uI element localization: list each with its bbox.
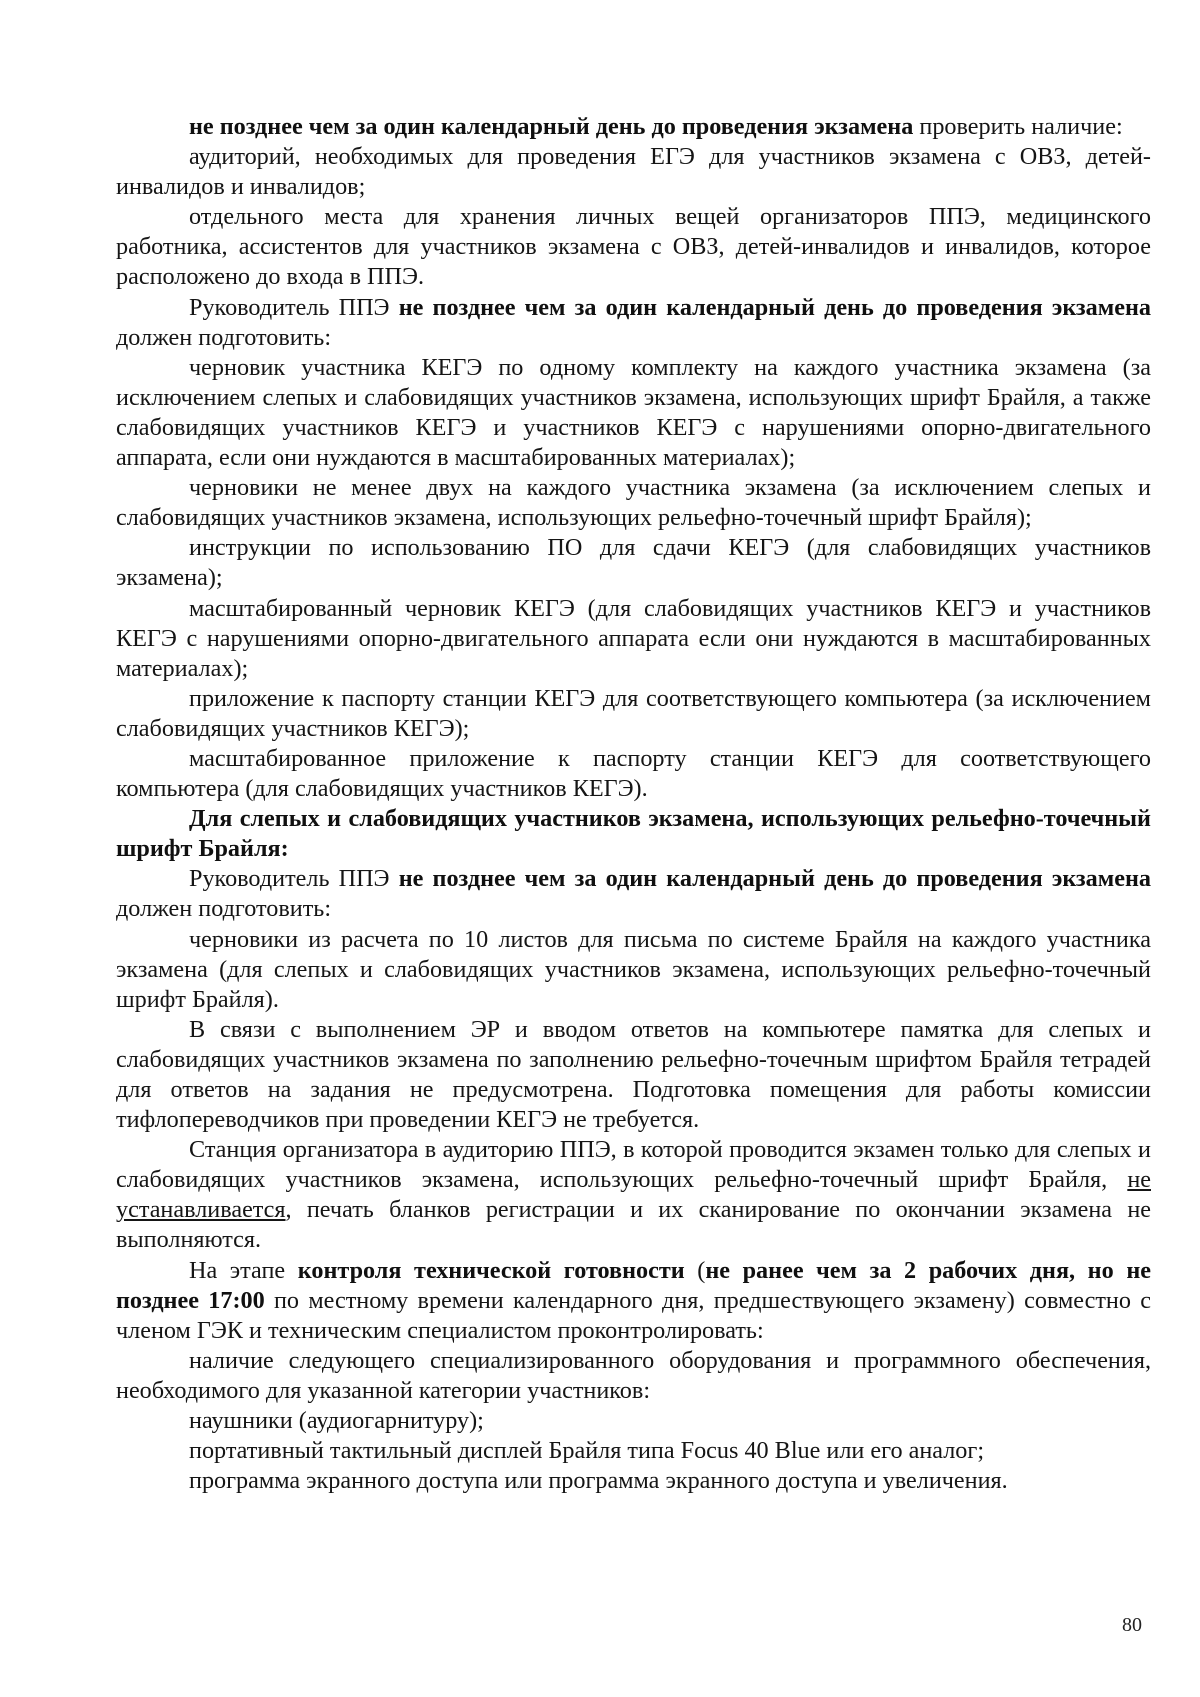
paragraph bbox=[116, 142, 1151, 202]
text-run: портативный тактильный дисплей Брайля типа Focus 40 Blue или его аналог; bbox=[189, 1437, 985, 1465]
bold-text: не позднее чем за один календарный день до проведения экзамена bbox=[398, 865, 1151, 893]
paragraph bbox=[116, 1346, 1151, 1406]
text-run: черновики не менее двух на каждого участника экзамена (за исключением слепых и слабовидящих участников экзамена, использующих рельефно-точечный шрифт Брайля); bbox=[116, 474, 1151, 532]
text-run: масштабированный черновик КЕГЭ (для слабовидящих участников КЕГЭ и участников КЕГЭ с нарушениями опорно-двигательного аппарата если они нуждаются в масштабированных материалах); bbox=[116, 594, 1151, 682]
paragraph bbox=[116, 1436, 1151, 1466]
text-run: отдельного места для хранения личных вещей организаторов ППЭ, медицинского работника, ассистентов для участников экзамена с ОВЗ, детей-инвалидов и инвалидов, которое расположено до входа в ППЭ. bbox=[116, 203, 1151, 291]
paragraph bbox=[116, 744, 1151, 804]
text-run: должен подготовить: bbox=[116, 895, 332, 923]
text-run: аудиторий, необходимых для проведения ЕГЭ для участников экзамена с ОВЗ, детей-инвалидов и инвалидов; bbox=[116, 143, 1151, 201]
paragraph bbox=[116, 473, 1151, 533]
paragraph bbox=[116, 1466, 1151, 1496]
text-run: должен подготовить: bbox=[116, 323, 332, 351]
document-body bbox=[116, 112, 1151, 1496]
underlined-text: не устанавливается bbox=[116, 1166, 1151, 1224]
text-run: Руководитель ППЭ bbox=[189, 865, 399, 893]
bold-text: не позднее чем за один календарный день до проведения экзамена bbox=[189, 113, 914, 140]
text-run: ( bbox=[684, 1256, 706, 1284]
text-run: На этапе bbox=[189, 1256, 298, 1284]
text-run: приложение к паспорту станции КЕГЭ для соответствующего компьютера (за исключением слабовидящих участников КЕГЭ); bbox=[116, 684, 1151, 742]
paragraph bbox=[116, 533, 1151, 593]
bold-text: Для слепых и слабовидящих участников экзамена, использующих рельефно-точечный шрифт Брайля: bbox=[116, 805, 1151, 863]
text-run: В связи с выполнением ЭР и вводом ответов на компьютере памятка для слепых и слабовидящих участников экзамена по заполнению рельефно-точечным шрифтом Брайля тетрадей для ответов на задания не предусмотрена. Подготовка помещения для работы комиссии тифлопереводчиков при проведении КЕГЭ не требуется. bbox=[116, 1015, 1151, 1134]
text-run: инструкции по использованию ПО для сдачи КЕГЭ (для слабовидящих участников экзамена); bbox=[116, 534, 1151, 592]
bold-text: не позднее чем за один календарный день до проведения экзамена bbox=[398, 293, 1151, 321]
text-run: Руководитель ППЭ bbox=[189, 293, 399, 321]
paragraph bbox=[116, 1406, 1151, 1436]
text-run: проверить наличие: bbox=[913, 113, 1123, 140]
text-run: Станция организатора в аудиторию ППЭ, в которой проводится экзамен только для слепых и слабовидящих участников экзамена, использующих рельефно-точечный шрифт Брайля, bbox=[116, 1136, 1151, 1194]
text-run: программа экранного доступа или программа экранного доступа и увеличения. bbox=[189, 1467, 1008, 1495]
paragraph bbox=[116, 353, 1151, 473]
text-run: черновики из расчета по 10 листов для письма по системе Брайля на каждого участника экзамена (для слепых и слабовидящих участников экзамена, использующих рельефно-точечный шрифт Брайля). bbox=[116, 925, 1151, 1013]
paragraph bbox=[116, 1135, 1151, 1255]
page-number: 80 bbox=[1122, 1614, 1142, 1636]
text-run: наушники (аудиогарнитуру); bbox=[189, 1407, 484, 1435]
bold-text: не ранее чем за 2 рабочих дня, но не позднее 17:00 bbox=[116, 1256, 1151, 1314]
text-run: черновик участника КЕГЭ по одному комплекту на каждого участника экзамена (за исключением слепых и слабовидящих участников экзамена, использующих шрифт Брайля, а также слабовидящих участников КЕГЭ и участников КЕГЭ с нарушениями опорно-двигательного аппарата, если они нуждаются в масштабированных материалах); bbox=[116, 353, 1151, 472]
paragraph bbox=[116, 202, 1151, 292]
paragraph bbox=[116, 594, 1151, 684]
paragraph bbox=[116, 684, 1151, 744]
paragraph bbox=[116, 1015, 1151, 1135]
paragraph bbox=[116, 925, 1151, 1015]
bold-text: контроля технической готовности bbox=[297, 1256, 685, 1284]
paragraph bbox=[116, 293, 1151, 353]
text-run: , печать бланков регистрации и их сканирование по окончании экзамена не выполняются. bbox=[116, 1196, 1151, 1254]
text-run: по местному времени календарного дня, предшествующего экзамену) совместно с членом ГЭК и техническим специалистом проконтролировать: bbox=[116, 1286, 1151, 1344]
text-run: наличие следующего специализированного оборудования и программного обеспечения, необходимого для указанной категории участников: bbox=[116, 1346, 1151, 1404]
paragraph bbox=[116, 112, 1151, 142]
text-run: масштабированное приложение к паспорту станции КЕГЭ для соответствующего компьютера (для слабовидящих участников КЕГЭ). bbox=[116, 744, 1151, 803]
paragraph bbox=[116, 1256, 1151, 1346]
paragraph bbox=[116, 864, 1151, 924]
paragraph bbox=[116, 804, 1151, 864]
